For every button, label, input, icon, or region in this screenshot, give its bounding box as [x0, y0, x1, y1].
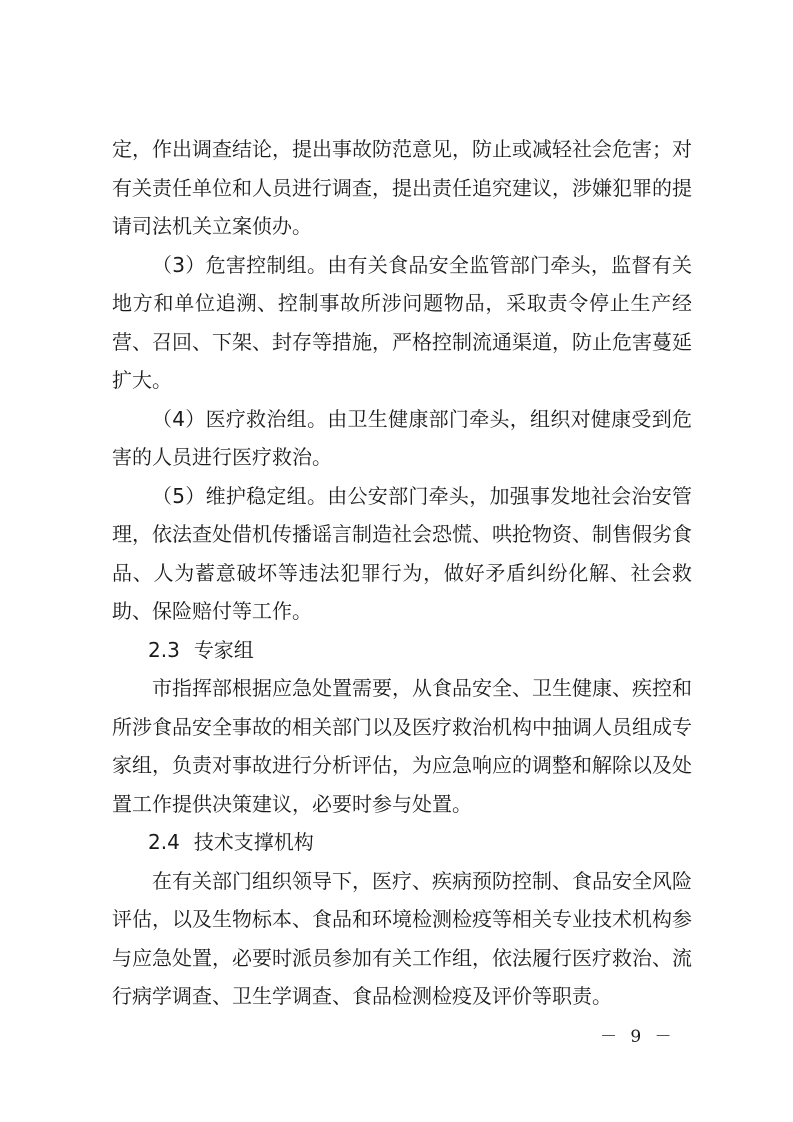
section-number: 2.3	[148, 637, 180, 662]
document-body	[112, 130, 692, 1016]
paragraph-hazard-control-group: （3）危害控制组。由有关食品安全监管部门牵头，监督有关地方和单位追溯、控制事故所涉问题物品，采取责令停止生产经营、召回、下架、封存等措施，严格控制流通渠道，防止危害蔓延扩大。	[112, 252, 692, 392]
paragraph-continued: 定，作出调查结论，提出事故防范意见，防止或减轻社会危害；对有关责任单位和人员进行调查，提出责任追究建议，涉嫌犯罪的提请司法机关立案侦办。	[112, 137, 692, 238]
page-number: － 9 －	[600, 1027, 676, 1047]
paragraph-stability-group: （5）维护稳定组。由公安部门牵头，加强事发地社会治安管理，依法查处借机传播谣言制造社会恐慌、哄抢物资、制售假劣食品、人为蓄意破坏等违法犯罪行为，做好矛盾纠纷化解、社会救助、保险赔付等工作。	[112, 483, 692, 623]
paragraph-medical-treatment-group: （4）医疗救治组。由卫生健康部门牵头，组织对健康受到危害的人员进行医疗救治。	[112, 406, 692, 469]
section-heading-technical-support	[112, 823, 692, 862]
section-heading-expert-group	[112, 631, 692, 670]
paragraph-expert-group: 市指挥部根据应急处置需要，从食品安全、卫生健康、疾控和所涉食品安全事故的相关部门以及医疗救治机构中抽调人员组成专家组，负责对事故进行分析评估，为应急响应的调整和解除以及处置工作提供决策建议，必要时参与处置。	[112, 676, 692, 816]
section-title: 专家组	[193, 637, 254, 662]
section-title: 技术支撑机构	[193, 830, 314, 854]
paragraph-technical-support: 在有关部门组织领导下，医疗、疾病预防控制、食品安全风险评估，以及生物标本、食品和环境检测检疫等相关专业技术机构参与应急处置，必要时派员参加有关工作组，依法履行医疗救治、流行病学调查、卫生学调查、食品检测检疫及评价等职责。	[112, 868, 692, 1008]
section-number: 2.4	[148, 830, 180, 854]
